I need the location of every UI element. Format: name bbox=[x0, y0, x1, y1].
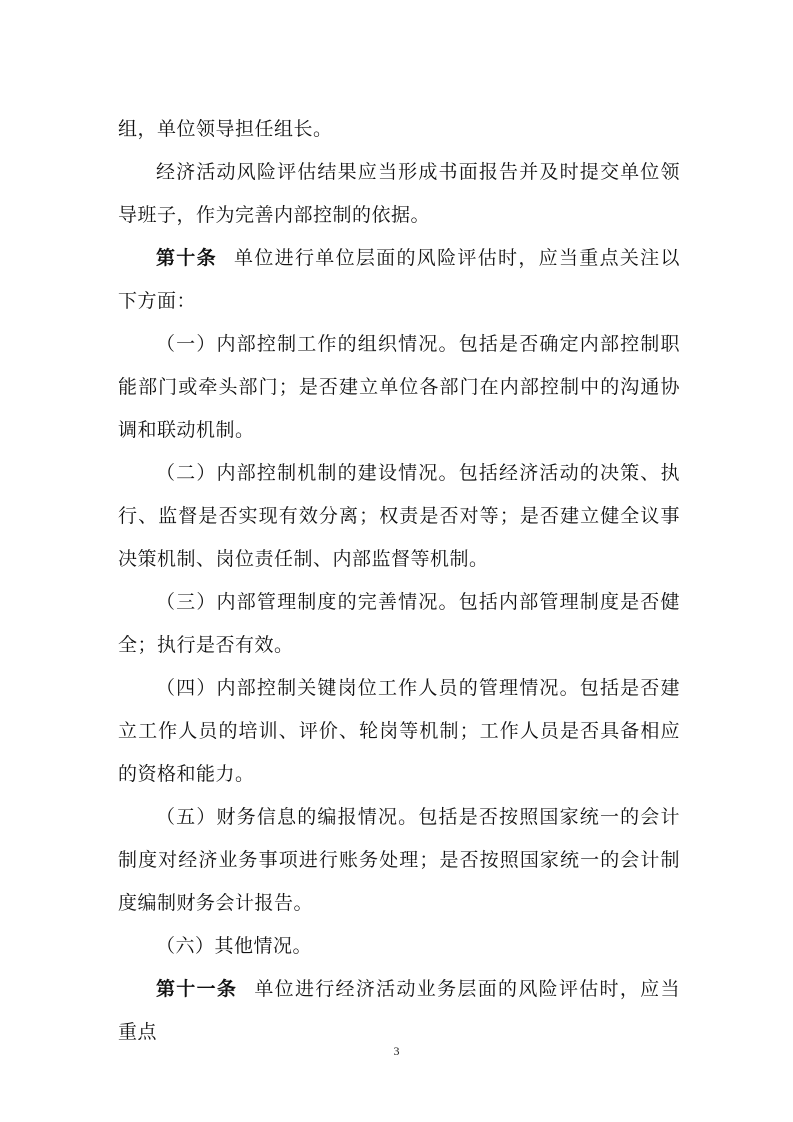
paragraph-text: （六）其他情况。 bbox=[156, 935, 313, 957]
list-item-4 bbox=[118, 667, 680, 796]
paragraph-text: 单位进行单位层面的风险评估时，应当重点关注以下方面： bbox=[118, 247, 680, 312]
list-item-6 bbox=[118, 925, 680, 968]
article-11 bbox=[118, 968, 680, 1054]
paragraph-text: 经济活动风险评估结果应当形成书面报告并及时提交单位领导班子，作为完善内部控制的依据。 bbox=[118, 161, 680, 226]
paragraph-text: （五）财务信息的编报情况。包括是否按照国家统一的会计制度对经济业务事项进行账务处理；是否按照国家统一的会计制度编制财务会计报告。 bbox=[118, 806, 680, 914]
article-number: 第十条 bbox=[156, 247, 217, 269]
paragraph-text: （二）内部控制机制的建设情况。包括经济活动的决策、执行、监督是否实现有效分离；权责是否对等；是否建立健全议事决策机制、岗位责任制、内部监督等机制。 bbox=[118, 462, 680, 570]
paragraph-text: 单位进行经济活动业务层面的风险评估时，应当重点 bbox=[118, 978, 680, 1043]
list-item-2 bbox=[118, 452, 680, 581]
list-item-3 bbox=[118, 581, 680, 667]
paragraph-continuation bbox=[118, 108, 680, 151]
page-number: 3 bbox=[393, 1044, 400, 1058]
paragraph-text: （三）内部管理制度的完善情况。包括内部管理制度是否健全；执行是否有效。 bbox=[118, 591, 680, 656]
paragraph-text: （四）内部控制关键岗位工作人员的管理情况。包括是否建立工作人员的培训、评价、轮岗等机制；工作人员是否具备相应的资格和能力。 bbox=[118, 677, 680, 785]
list-item-5 bbox=[118, 796, 680, 925]
document-body bbox=[118, 108, 680, 1054]
paragraph-text: （一）内部控制工作的组织情况。包括是否确定内部控制职能部门或牵头部门；是否建立单位各部门在内部控制中的沟通协调和联动机制。 bbox=[118, 333, 680, 441]
paragraph-text: 组，单位领导担任组长。 bbox=[118, 118, 333, 140]
article-number: 第十一条 bbox=[156, 978, 238, 1000]
article-10 bbox=[118, 237, 680, 323]
list-item-1 bbox=[118, 323, 680, 452]
paragraph-report bbox=[118, 151, 680, 237]
